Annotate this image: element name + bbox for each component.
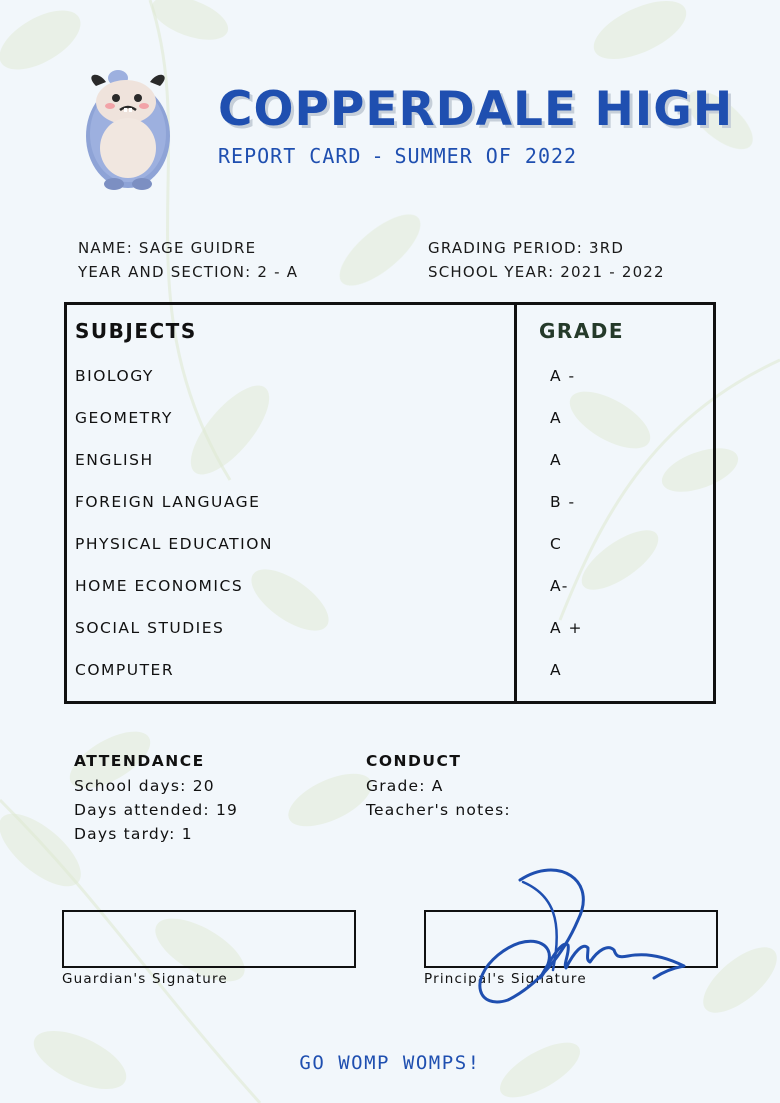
table-row <box>67 405 713 435</box>
subject-grade: B - <box>550 493 576 511</box>
subject-name: FOREIGN LANGUAGE <box>75 493 261 511</box>
subject-grade: A- <box>550 577 569 595</box>
student-info-left <box>78 236 298 284</box>
subject-name: PHYSICAL EDUCATION <box>75 535 273 553</box>
table-row <box>67 615 713 645</box>
subject-name: COMPUTER <box>75 661 175 679</box>
subject-grade: C <box>550 535 563 553</box>
table-row <box>67 447 713 477</box>
subject-name: ENGLISH <box>75 451 154 469</box>
conduct-title: CONDUCT <box>366 752 462 770</box>
table-row <box>67 489 713 519</box>
days-tardy: Days tardy: 1 <box>74 825 193 843</box>
student-info-right <box>428 236 665 284</box>
student-section: YEAR AND SECTION: 2 - A <box>78 263 299 281</box>
subject-name: GEOMETRY <box>75 409 173 427</box>
subject-grade: A + <box>550 619 584 637</box>
subject-grade: A <box>550 661 563 679</box>
subject-name: SOCIAL STUDIES <box>75 619 225 637</box>
table-row <box>67 531 713 561</box>
term-label: SUMMER OF 2022 <box>394 144 578 168</box>
conduct-section <box>366 748 511 822</box>
principal-signature-label: Principal's Signature <box>424 971 587 987</box>
teacher-notes: Teacher's notes: <box>366 801 511 819</box>
grade-header: GRADE <box>539 319 625 343</box>
table-row <box>67 573 713 603</box>
guardian-signature-box[interactable] <box>62 910 356 968</box>
grading-period: GRADING PERIOD: 3RD <box>428 239 625 257</box>
subject-name: HOME ECONOMICS <box>75 577 244 595</box>
student-name: NAME: SAGE GUIDRE <box>78 239 257 257</box>
report-subtitle <box>218 144 577 168</box>
footer-slogan: GO WOMP WOMPS! <box>299 1052 481 1074</box>
subject-name: BIOLOGY <box>75 367 154 385</box>
subject-grade: A - <box>550 367 576 385</box>
subtitle-separator: - <box>371 144 385 168</box>
school-days: School days: 20 <box>74 777 215 795</box>
grades-table <box>64 302 716 704</box>
table-row <box>67 363 713 393</box>
document-type: REPORT CARD <box>218 144 362 168</box>
subject-grade: A <box>550 451 563 469</box>
guardian-signature-label: Guardian's Signature <box>62 971 228 987</box>
subjects-header: SUBJECTS <box>75 319 197 343</box>
table-row <box>67 657 713 687</box>
mascot-icon <box>78 66 178 190</box>
attendance-title: ATTENDANCE <box>74 752 205 770</box>
attendance-section <box>74 748 238 846</box>
days-attended: Days attended: 19 <box>74 801 239 819</box>
school-title: COPPERDALE HIGH <box>218 82 734 137</box>
conduct-grade: Grade: A <box>366 777 444 795</box>
principal-signature-icon <box>468 860 698 1010</box>
school-year: SCHOOL YEAR: 2021 - 2022 <box>428 263 665 281</box>
subject-grade: A <box>550 409 563 427</box>
